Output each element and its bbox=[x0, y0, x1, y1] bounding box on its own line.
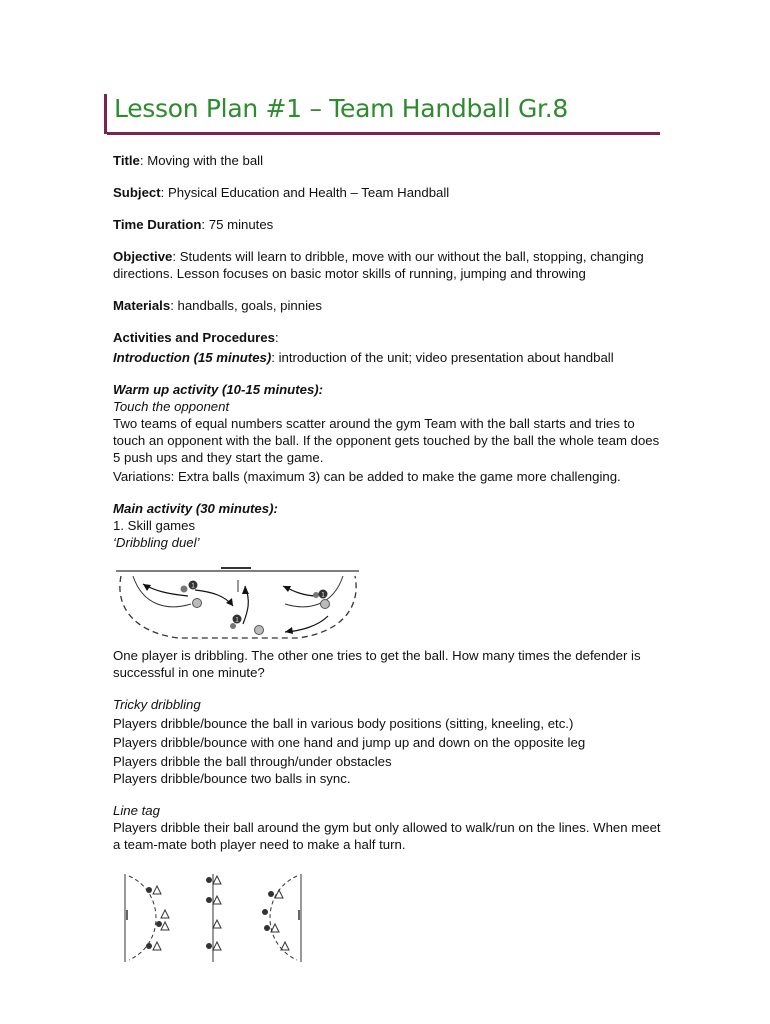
tricky-line: Players dribble/bounce the ball in various body positions (sitting, kneeling, etc.) bbox=[113, 716, 574, 731]
defender-icon bbox=[321, 600, 330, 609]
tricky-line: Players dribble/bounce two balls in sync. bbox=[113, 771, 351, 786]
player-icon bbox=[146, 942, 161, 950]
player-icon bbox=[281, 942, 289, 950]
document-body bbox=[113, 152, 663, 853]
dribbling-duel-diagram bbox=[113, 566, 363, 651]
defender-icon bbox=[193, 599, 202, 608]
line-tag-diagram bbox=[113, 872, 313, 964]
subject-field: Subject: Physical Education and Health – Team Handball bbox=[113, 185, 450, 200]
title-underline bbox=[107, 132, 660, 135]
linetag-name: Line tag bbox=[113, 803, 160, 818]
title-accent-bar bbox=[104, 94, 107, 134]
player-icon bbox=[268, 890, 283, 898]
activities-heading: Activities and Procedures: bbox=[113, 330, 279, 345]
player-icon bbox=[161, 910, 169, 918]
player-icon bbox=[146, 886, 161, 894]
materials-field: Materials: handballs, goals, pinnies bbox=[113, 298, 322, 313]
player-icon bbox=[213, 920, 221, 928]
title-field: Title: Moving with the ball bbox=[113, 153, 264, 168]
duel-description: One player is dribbling. The other one tries to get the ball. How many times the defender is successful in one minute? bbox=[113, 648, 641, 680]
page-title: Lesson Plan #1 – Team Handball Gr.8 bbox=[114, 94, 568, 123]
duration-field: Time Duration: 75 minutes bbox=[113, 217, 274, 232]
ball-icon bbox=[313, 592, 319, 598]
main-item: 1. Skill games bbox=[113, 518, 196, 533]
tricky-line: Players dribble/bounce with one hand and jump up and down on the opposite leg bbox=[113, 735, 586, 750]
player-icon bbox=[156, 921, 169, 930]
warmup-name: Touch the opponent bbox=[113, 399, 230, 414]
player-number: 1 bbox=[191, 583, 195, 590]
ball-icon bbox=[230, 623, 236, 629]
main-heading: Main activity (30 minutes): bbox=[113, 501, 278, 516]
warmup-variation: Variations: Extra balls (maximum 3) can be added to make the game more challenging. bbox=[113, 469, 621, 484]
tricky-name: Tricky dribbling bbox=[113, 697, 201, 712]
player-icon bbox=[264, 924, 279, 932]
tricky-line: Players dribble the ball through/under obstacles bbox=[113, 754, 392, 769]
intro-line: Introduction (15 minutes): introduction of the unit; video presentation about handball bbox=[113, 350, 614, 365]
player-number: 1 bbox=[321, 592, 325, 599]
warmup-heading: Warm up activity (10-15 minutes): bbox=[113, 382, 324, 397]
player-number: 1 bbox=[235, 617, 239, 624]
objective-field: Objective: Students will learn to dribble, move with our without the ball, stopping, changing directions. Lesson focuses on basic motor skills of running, jumping and throwing bbox=[113, 249, 644, 281]
defender-icon bbox=[255, 626, 264, 635]
main-game-name: ‘Dribbling duel’ bbox=[113, 535, 200, 550]
linetag-description: Players dribble their ball around the gym but only allowed to walk/run on the lines. When meet a team-mate both player need to make a half turn. bbox=[113, 820, 661, 852]
player-icon bbox=[262, 909, 268, 915]
ball-icon bbox=[181, 586, 188, 593]
warmup-description: Two teams of equal numbers scatter around the gym Team with the ball starts and tries to touch an opponent with the ball. If the opponent gets touched by the ball the whole team does 5 push ups and they start the game. bbox=[113, 416, 660, 465]
